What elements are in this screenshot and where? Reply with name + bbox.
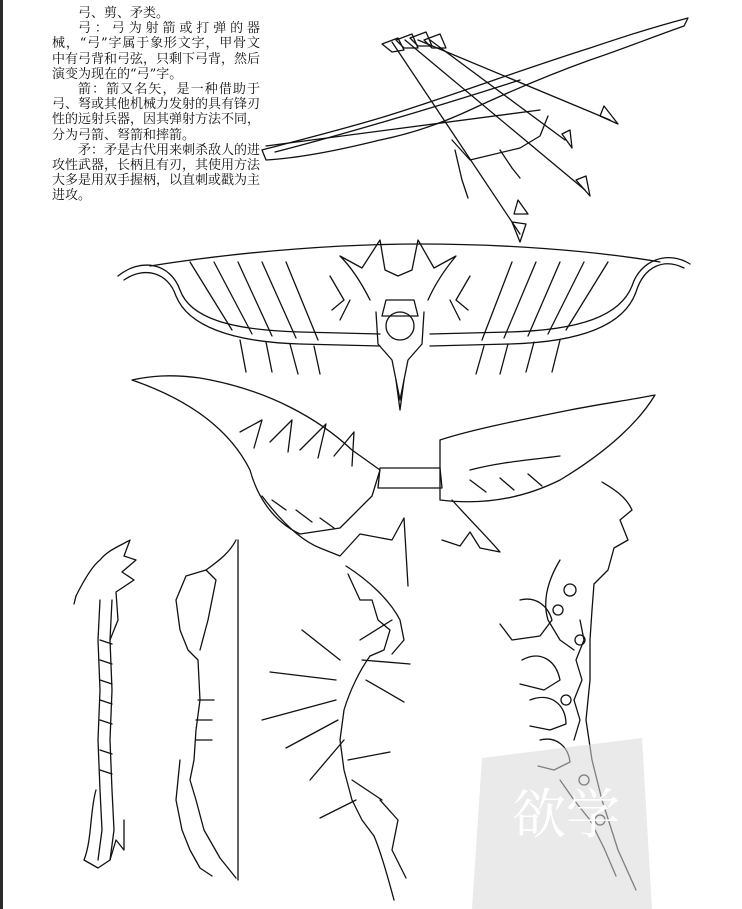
spiked-blade-bow-drawing [132,376,655,586]
winged-spike-bow-drawing [262,566,410,900]
bow-with-arrows-drawing [262,18,688,242]
ornate-recurve-bow-drawing [118,240,690,410]
segmented-straight-bow-drawing [176,540,238,880]
watermark-seal [452,738,652,909]
bow-paragraph: 弓：弓为射箭或打弹的器械，“弓”字属于象形文字，甲骨文中有弓背和弓弦，只剩下弓背，然后演变为现在的“弓”字。 [52,21,261,82]
arrow-paragraph: 箭：箭又名矢，是一种借助于弓、弩或其他机械力发射的具有锋刃性的远射兵器，因其弹射方法不同，分为弓箭、弩箭和摔箭。 [52,82,261,143]
section-heading: 弓、剪、矛类。 [78,6,170,21]
dragon-head-bow-drawing [74,540,136,868]
spear-paragraph: 矛：矛是古代用来刺杀敌人的进攻性武器，长柄且有刃，其使用方法大多是用双手握柄，以直刺或戳为主进攻。 [52,142,261,204]
watermark-text: 欲学 [512,783,620,846]
